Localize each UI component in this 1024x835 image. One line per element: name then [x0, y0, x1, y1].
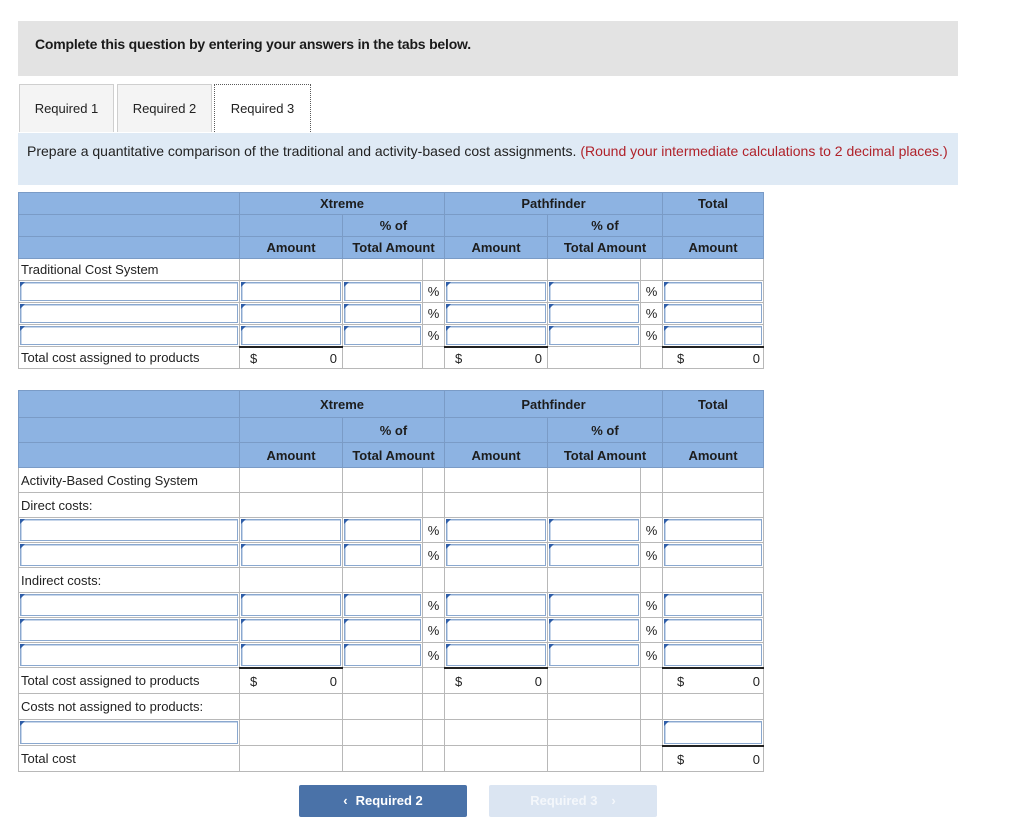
xtreme-pct-of: % of	[343, 215, 445, 237]
xtreme-amount-input[interactable]	[240, 281, 343, 303]
pathfinder-amount-input[interactable]	[445, 643, 548, 668]
cost-item-input[interactable]	[19, 518, 240, 543]
xtreme-pct-input[interactable]	[343, 303, 423, 325]
pathfinder-total-amount-header: Total Amount	[548, 237, 663, 259]
total-amount-input[interactable]	[663, 643, 764, 668]
col-total-header: Total	[663, 193, 764, 215]
total-row-label: Total cost assigned to products	[19, 347, 240, 369]
xtreme-total-value: 0	[329, 673, 337, 689]
xtreme-total-value: 0	[329, 350, 337, 366]
prev-button-label: Required 2	[355, 793, 423, 808]
xtreme-pct-input[interactable]	[343, 643, 423, 668]
next-button-label: Required 3	[530, 793, 598, 808]
currency-sign: $	[250, 673, 258, 689]
xtreme-total-cell	[240, 668, 343, 694]
input-row	[19, 303, 764, 325]
pathfinder-pct-input[interactable]	[548, 593, 641, 618]
xtreme-pct-input[interactable]	[343, 593, 423, 618]
prev-required-2-button[interactable]	[299, 785, 467, 817]
percent-sign: %	[423, 281, 445, 303]
chevron-left-icon: ‹	[343, 793, 348, 808]
xtreme-amount-input[interactable]	[240, 325, 343, 347]
unassigned-cost-input[interactable]	[19, 720, 240, 746]
tab-required-2[interactable]: Required 2	[117, 84, 212, 132]
pathfinder-total-cell	[445, 347, 548, 369]
percent-sign: %	[641, 593, 663, 618]
header-row-pct	[19, 418, 764, 443]
pathfinder-amount-input[interactable]	[445, 518, 548, 543]
total-cost-row	[19, 746, 764, 772]
pathfinder-pct-of: % of	[548, 215, 663, 237]
pathfinder-amount-header: Amount	[445, 443, 548, 468]
currency-sign: $	[677, 350, 685, 366]
total-row-label: Total cost assigned to products	[19, 668, 240, 694]
section-row	[19, 468, 764, 493]
grand-total-value: 0	[752, 673, 760, 689]
total-cost-cell	[663, 746, 764, 772]
percent-sign: %	[641, 281, 663, 303]
indirect-costs-label: Indirect costs:	[19, 568, 240, 593]
xtreme-pct-input[interactable]	[343, 281, 423, 303]
pathfinder-pct-input[interactable]	[548, 325, 641, 347]
currency-sign: $	[250, 350, 258, 366]
pathfinder-amount-input[interactable]	[445, 303, 548, 325]
percent-sign: %	[641, 303, 663, 325]
total-amount-input[interactable]	[663, 593, 764, 618]
chevron-right-icon: ›	[611, 793, 616, 808]
total-cost-label: Total cost	[19, 746, 240, 772]
pathfinder-pct-input[interactable]	[548, 543, 641, 568]
input-row	[19, 618, 764, 643]
xtreme-pct-input[interactable]	[343, 518, 423, 543]
xtreme-amount-input[interactable]	[240, 518, 343, 543]
col-pathfinder-header: Pathfinder	[445, 193, 663, 215]
xtreme-total-amount-header: Total Amount	[343, 237, 445, 259]
percent-sign: %	[641, 643, 663, 668]
pathfinder-amount-input[interactable]	[445, 281, 548, 303]
xtreme-amount-input[interactable]	[240, 303, 343, 325]
percent-sign: %	[423, 518, 445, 543]
percent-sign: %	[641, 618, 663, 643]
cost-item-input[interactable]	[19, 325, 240, 347]
xtreme-amount-input[interactable]	[240, 593, 343, 618]
total-cost-value: 0	[752, 751, 760, 767]
percent-sign: %	[423, 643, 445, 668]
col-pathfinder-header: Pathfinder	[445, 391, 663, 418]
next-required-3-button[interactable]	[489, 785, 657, 817]
tab-required-1[interactable]: Required 1	[19, 84, 114, 132]
pathfinder-amount-header: Amount	[445, 237, 548, 259]
total-amount-input[interactable]	[663, 303, 764, 325]
total-amount-header: Amount	[663, 443, 764, 468]
cost-item-input[interactable]	[19, 593, 240, 618]
input-row	[19, 593, 764, 618]
total-amount-input[interactable]	[663, 518, 764, 543]
section-label: Traditional Cost System	[19, 259, 240, 281]
col-total-header: Total	[663, 391, 764, 418]
pathfinder-amount-input[interactable]	[445, 618, 548, 643]
rounding-note: (Round your intermediate calculations to 2 decimal places.)	[580, 143, 948, 159]
input-row	[19, 720, 764, 746]
percent-sign: %	[423, 543, 445, 568]
traditional-cost-table	[18, 192, 764, 369]
cost-item-input[interactable]	[19, 618, 240, 643]
question-prompt	[18, 133, 958, 185]
cost-item-input[interactable]	[19, 303, 240, 325]
percent-sign: %	[423, 593, 445, 618]
pathfinder-pct-input[interactable]	[548, 281, 641, 303]
xtreme-pct-input[interactable]	[343, 325, 423, 347]
section-row	[19, 259, 764, 281]
indirect-costs-row	[19, 568, 764, 593]
xtreme-amount-header: Amount	[240, 443, 343, 468]
direct-costs-row	[19, 493, 764, 518]
pathfinder-amount-input[interactable]	[445, 593, 548, 618]
header-row-pct	[19, 215, 764, 237]
total-amount-input[interactable]	[663, 325, 764, 347]
pathfinder-pct-input[interactable]	[548, 643, 641, 668]
pathfinder-total-value: 0	[534, 350, 542, 366]
total-amount-input[interactable]	[663, 281, 764, 303]
xtreme-amount-header: Amount	[240, 237, 343, 259]
direct-costs-label: Direct costs:	[19, 493, 240, 518]
total-amount-input[interactable]	[663, 543, 764, 568]
input-row	[19, 543, 764, 568]
currency-sign: $	[455, 673, 463, 689]
xtreme-pct-input[interactable]	[343, 543, 423, 568]
percent-sign: %	[423, 618, 445, 643]
header-row-groups	[19, 391, 764, 418]
total-row	[19, 668, 764, 694]
percent-sign: %	[641, 543, 663, 568]
percent-sign: %	[423, 303, 445, 325]
cost-item-input[interactable]	[19, 281, 240, 303]
input-row	[19, 643, 764, 668]
not-assigned-label: Costs not assigned to products:	[19, 694, 240, 720]
grand-total-cell	[663, 347, 764, 369]
percent-sign: %	[423, 325, 445, 347]
input-row	[19, 518, 764, 543]
pathfinder-pct-input[interactable]	[548, 303, 641, 325]
xtreme-pct-of: % of	[343, 418, 445, 443]
pathfinder-pct-input[interactable]	[548, 518, 641, 543]
header-row-groups	[19, 193, 764, 215]
xtreme-total-amount-header: Total Amount	[343, 443, 445, 468]
pathfinder-total-value: 0	[534, 673, 542, 689]
total-amount-input[interactable]	[663, 618, 764, 643]
pathfinder-pct-of: % of	[548, 418, 663, 443]
percent-sign: %	[641, 325, 663, 347]
pathfinder-pct-input[interactable]	[548, 618, 641, 643]
xtreme-amount-input[interactable]	[240, 618, 343, 643]
pathfinder-amount-input[interactable]	[445, 325, 548, 347]
tab-required-3[interactable]: Required 3	[214, 84, 311, 132]
grand-total-cell	[663, 668, 764, 694]
total-row	[19, 347, 764, 369]
cost-item-input[interactable]	[19, 643, 240, 668]
pathfinder-amount-input[interactable]	[445, 543, 548, 568]
col-xtreme-header: Xtreme	[240, 391, 445, 418]
instructions-banner	[18, 21, 958, 76]
input-row	[19, 325, 764, 347]
unassigned-total-input[interactable]	[663, 720, 764, 746]
header-row-amount	[19, 443, 764, 468]
abc-cost-table	[18, 390, 764, 772]
pathfinder-total-amount-header: Total Amount	[548, 443, 663, 468]
cost-item-input[interactable]	[19, 543, 240, 568]
section-label: Activity-Based Costing System	[19, 468, 240, 493]
pathfinder-total-cell	[445, 668, 548, 694]
xtreme-amount-input[interactable]	[240, 643, 343, 668]
instructions-text: Complete this question by entering your answers in the tabs below.	[35, 36, 471, 52]
xtreme-pct-input[interactable]	[343, 618, 423, 643]
not-assigned-row	[19, 694, 764, 720]
xtreme-amount-input[interactable]	[240, 543, 343, 568]
currency-sign: $	[677, 673, 685, 689]
total-amount-header: Amount	[663, 237, 764, 259]
percent-sign: %	[641, 518, 663, 543]
xtreme-total-cell	[240, 347, 343, 369]
grand-total-value: 0	[752, 350, 760, 366]
currency-sign: $	[455, 350, 463, 366]
prompt-text: Prepare a quantitative comparison of the traditional and activity-based cost assignments.	[27, 143, 577, 159]
input-row	[19, 281, 764, 303]
col-xtreme-header: Xtreme	[240, 193, 445, 215]
currency-sign: $	[677, 751, 685, 767]
header-row-amount	[19, 237, 764, 259]
